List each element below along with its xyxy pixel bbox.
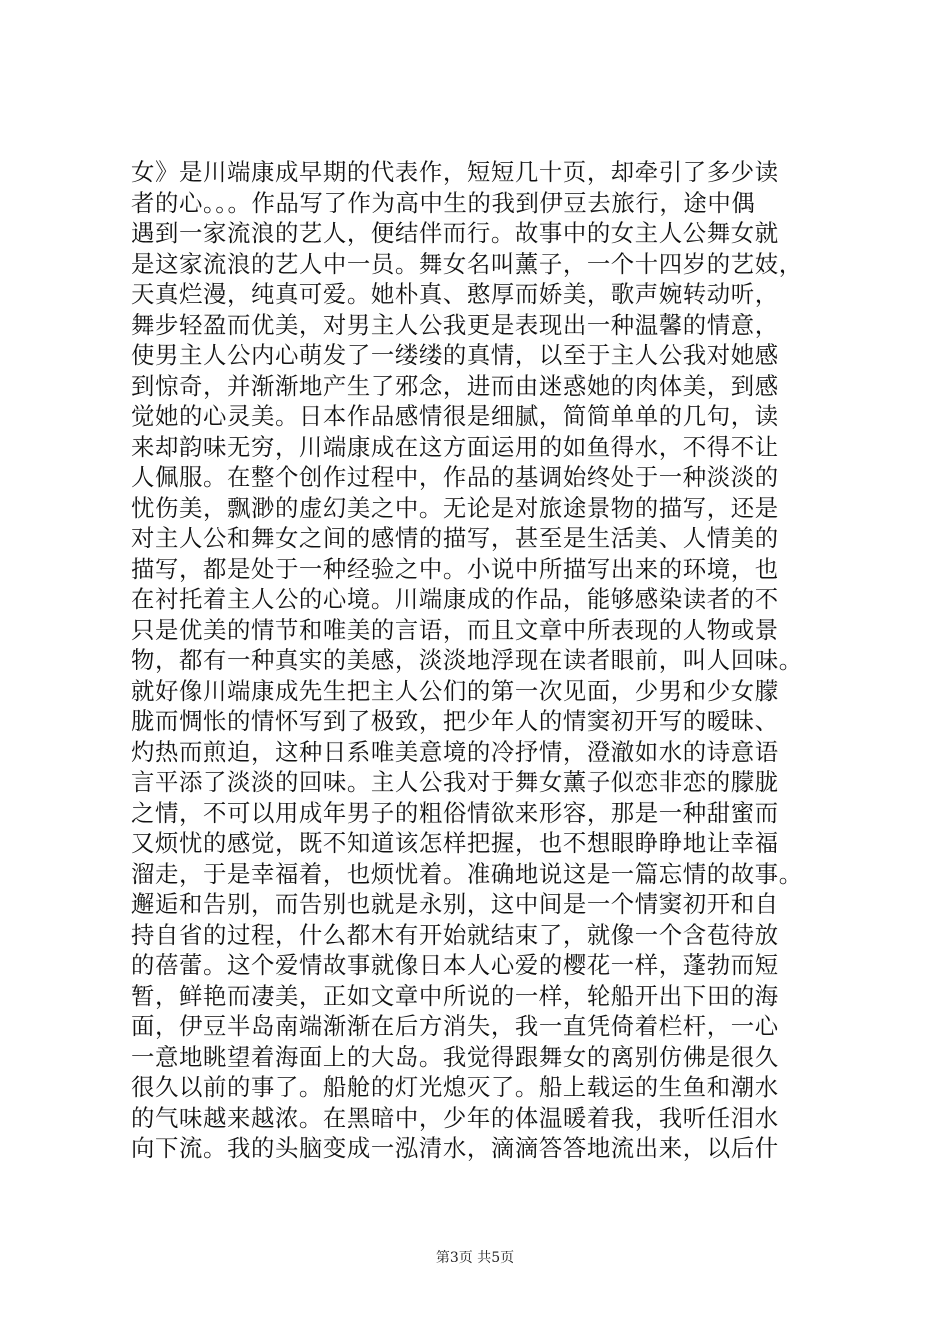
text-line: 很久以前的事了。船舱的灯光熄灭了。船上载运的生鱼和潮水 [131, 1073, 779, 1101]
text-line: 天真烂漫，纯真可爱。她朴真、憨厚而娇美，歌声婉转动听， [131, 280, 779, 308]
text-line: 持自省的过程，什么都木有开始就结束了，就像一个含苞待放 [131, 920, 779, 949]
text-line: 描写，都是处于一种经验之中。小说中所描写出来的环境，也 [131, 554, 779, 583]
text-line: 又烦忧的感觉，既不知道该怎样把握，也不想眼睁睁地让幸福 [131, 829, 779, 857]
text-line: 的气味越来越浓。在黑暗中，少年的体温暖着我，我听任泪水 [131, 1103, 779, 1132]
text-line: 言平添了淡淡的回味。主人公我对于舞女薰子似恋非恋的朦胧 [131, 768, 779, 796]
text-line: 到惊奇，并渐渐地产生了邪念，进而由迷惑她的肉体美，到感 [131, 371, 779, 400]
text-line: 只是优美的情节和唯美的言语，而且文章中所表现的人物或景 [131, 615, 779, 644]
text-line: 溜走，于是幸福着，也烦忧着。准确地说这是一篇忘情的故事。 [131, 859, 803, 888]
text-line: 是这家流浪的艺人中一员。舞女名叫薰子，一个十四岁的艺妓， [131, 249, 803, 278]
text-line: 来却韵味无穷，川端康成在这方面运用的如鱼得水，不得不让 [131, 432, 779, 461]
text-line: 物，都有一种真实的美感，淡淡地浮现在读者眼前，叫人回味。 [131, 646, 803, 674]
page-number-footer: 第3页 共5页 [435, 1250, 515, 1266]
text-line: 向下流。我的头脑变成一泓清水，滴滴答答地流出来，以后什 [131, 1134, 779, 1162]
text-line: 的蓓蕾。这个爱情故事就像日本人心爱的樱花一样，蓬勃而短 [131, 951, 779, 979]
text-line: 者的心。。。作品写了作为高中生的我到伊豆去旅行，途中偶 [131, 188, 756, 217]
text-line: 人佩服。在整个创作过程中，作品的基调始终处于一种淡淡的 [131, 463, 779, 491]
text-line: 胧而惆怅的情怀写到了极致，把少年人的情窦初开写的暧昧、 [131, 707, 779, 735]
text-line: 遇到一家流浪的艺人，便结伴而行。故事中的女主人公舞女就 [131, 219, 779, 247]
text-line: 一意地眺望着海面上的大岛。我觉得跟舞女的离别仿佛是很久 [131, 1042, 779, 1071]
text-line: 女》是川端康成早期的代表作，短短几十页，却牵引了多少读 [131, 158, 779, 186]
text-line: 面，伊豆半岛南端渐渐在后方消失，我一直凭倚着栏杆，一心 [131, 1012, 779, 1040]
text-line: 舞步轻盈而优美，对男主人公我更是表现出一种温馨的情意， [131, 310, 779, 339]
text-line: 灼热而煎迫，这种日系唯美意境的冷抒情，澄澈如水的诗意语 [131, 737, 779, 766]
text-line: 之情，不可以用成年男子的粗俗情欲来形容，那是一种甜蜜而 [131, 798, 779, 827]
text-line: 在衬托着主人公的心境。川端康成的作品，能够感染读者的不 [131, 585, 779, 613]
text-line: 对主人公和舞女之间的感情的描写，甚至是生活美、人情美的 [131, 524, 779, 552]
text-line: 就好像川端康成先生把主人公们的第一次见面，少男和少女朦 [131, 676, 779, 705]
text-line: 暂，鲜艳而凄美，正如文章中所说的一样，轮船开出下田的海 [131, 981, 779, 1010]
text-line: 觉她的心灵美。日本作品感情很是细腻，简简单单的几句，读 [131, 402, 779, 430]
body-text [131, 157, 851, 1164]
text-line: 使男主人公内心萌发了一缕缕的真情，以至于主人公我对她感 [131, 341, 779, 369]
text-line: 忧伤美，飘渺的虚幻美之中。无论是对旅途景物的描写，还是 [131, 493, 779, 522]
text-line: 邂逅和告别，而告别也就是永别，这中间是一个情窦初开和自 [131, 890, 779, 918]
